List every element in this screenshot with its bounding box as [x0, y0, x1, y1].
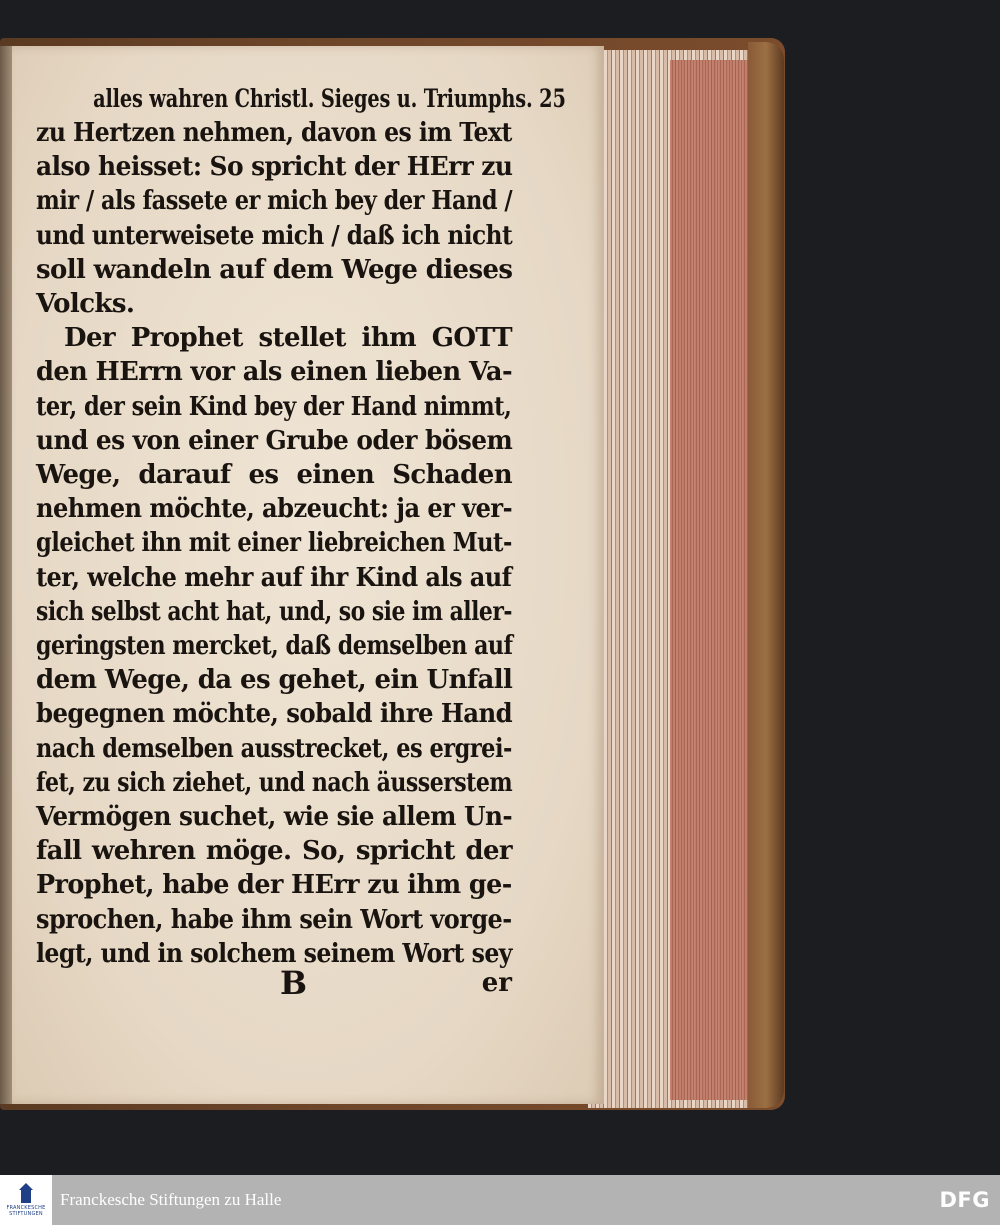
text-line: mir / als fassete er mich bey der Hand /	[36, 186, 513, 217]
text-line: Prophet, habe der HErr zu ihm ge-	[36, 870, 512, 901]
text-line: fall wehren möge. So, spricht der	[36, 836, 512, 867]
text-line: soll wandeln auf dem Wege dieses	[36, 254, 513, 285]
logo-text-line1: FRANCKESCHE	[6, 1205, 46, 1211]
catchword: er	[481, 968, 512, 998]
logo-text-line2: STIFTUNGEN	[9, 1211, 43, 1217]
text-line: und es von einer Grube oder bösem	[36, 425, 513, 456]
text-line: sprochen, habe ihm sein Wort vorge-	[36, 904, 512, 935]
text-line: nach demselben ausstrecket, es ergrei-	[36, 733, 512, 764]
text-line: sich selbst acht hat, und, so sie im aller-	[36, 596, 512, 627]
text-line: Vermögen suchet, wie sie allem Un-	[36, 802, 513, 833]
text-line: Der Prophet stellet ihm GOTT	[64, 323, 512, 354]
text-line: zu Hertzen nehmen, davon es im Text	[36, 118, 512, 148]
text-line: Wege, darauf es einen Schaden	[36, 460, 512, 491]
text-line: legt, und in solchem seinem Wort sey	[36, 938, 512, 969]
running-head: alles wahren Christl. Sieges u. Triumphs. 25	[93, 84, 566, 113]
text-line: nehmen möchte, abzeucht: ja er ver-	[36, 494, 513, 525]
signature-mark: B	[280, 964, 308, 1002]
text-line: Volcks.	[36, 289, 135, 320]
franckesche-stiftungen-logo[interactable]	[0, 1175, 52, 1225]
text-line: begegnen möchte, sobald ihre Hand	[36, 699, 513, 730]
institution-title: Franckesche Stiftungen zu Halle	[60, 1190, 282, 1209]
logo-text	[6, 1205, 45, 1217]
text-line: fet, zu sich ziehet, und nach äusserstem	[36, 767, 513, 798]
text-line: geringsten mercket, daß demselben auf	[36, 631, 513, 662]
text-line: ter, welche mehr auf ihr Kind als auf	[36, 562, 512, 593]
text-line: gleichet ihn mit einer liebreichen Mut-	[36, 528, 512, 559]
page-text	[36, 82, 566, 971]
dfg-logo[interactable]: DFG	[939, 1188, 990, 1212]
text-line: den HErrn vor als einen lieben Va-	[36, 357, 513, 388]
text-line: und unterweisete mich / daß ich nicht	[36, 220, 513, 251]
footer-bar	[0, 1175, 1000, 1225]
text-line: also heisset: So spricht der HErr zu	[36, 152, 513, 183]
text-line: ter, der sein Kind bey der Hand nimmt,	[36, 391, 512, 422]
catch-line	[36, 964, 512, 1004]
building-icon	[19, 1183, 33, 1203]
book-board-edge	[748, 42, 784, 1108]
text-line: dem Wege, da es gehet, ein Unfall	[36, 665, 513, 696]
red-page-edges	[670, 60, 750, 1100]
